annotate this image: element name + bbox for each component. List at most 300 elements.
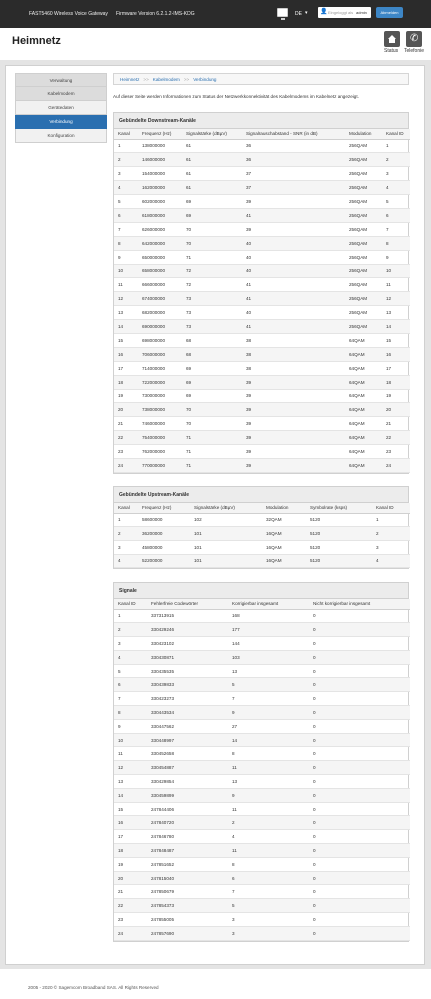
table-cell: 5 bbox=[114, 195, 138, 209]
table-cell: 32QAM bbox=[262, 513, 306, 527]
signals-header-row bbox=[114, 599, 410, 609]
phone-icon: ✆ bbox=[410, 33, 419, 44]
breadcrumb-separator: >> bbox=[183, 77, 190, 82]
table-cell: 21 bbox=[114, 417, 138, 431]
table-cell: 337313915 bbox=[147, 609, 228, 623]
table-cell: 13 bbox=[382, 306, 410, 320]
table-cell: 0 bbox=[309, 664, 410, 678]
table-cell: 64QAM bbox=[345, 375, 382, 389]
breadcrumb bbox=[113, 73, 409, 85]
table-cell: 2 bbox=[114, 623, 147, 637]
table-cell: 5 bbox=[228, 899, 309, 913]
table-cell: 5 bbox=[382, 195, 410, 209]
table-cell: 72 bbox=[182, 278, 242, 292]
table-cell: 0 bbox=[309, 609, 410, 623]
table-cell: 0 bbox=[309, 719, 410, 733]
table-cell: 103 bbox=[228, 650, 309, 664]
table-row bbox=[114, 871, 410, 885]
table-cell: 15 bbox=[114, 333, 138, 347]
table-row bbox=[114, 513, 410, 527]
table-cell: 0 bbox=[309, 678, 410, 692]
table-cell: 40 bbox=[242, 250, 345, 264]
telephony-nav-label[interactable]: Telefonie bbox=[404, 48, 425, 54]
table-cell: 1 bbox=[382, 139, 410, 153]
table-cell: 0 bbox=[309, 926, 410, 940]
table-cell: 330447562 bbox=[147, 719, 228, 733]
table-cell: 13 bbox=[228, 664, 309, 678]
logout-button[interactable]: Abmelden bbox=[376, 7, 403, 18]
table-cell: 101 bbox=[190, 554, 262, 568]
downstream-table bbox=[113, 112, 409, 474]
language-select[interactable]: DE bbox=[295, 11, 302, 17]
table-cell: 714000000 bbox=[138, 361, 182, 375]
table-cell: 330423102 bbox=[147, 637, 228, 651]
table-cell: 5120 bbox=[306, 513, 372, 527]
telephony-nav-button[interactable] bbox=[406, 31, 422, 47]
table-cell: 138000000 bbox=[138, 139, 182, 153]
table-cell: 0 bbox=[309, 788, 410, 802]
table-cell: 247840720 bbox=[147, 816, 228, 830]
downstream-header-row bbox=[114, 129, 410, 139]
table-cell: 36200000 bbox=[138, 527, 190, 541]
table-row bbox=[114, 375, 410, 389]
table-cell: 22 bbox=[114, 431, 138, 445]
table-row bbox=[114, 623, 410, 637]
table-cell: 4 bbox=[382, 181, 410, 195]
table-cell: 39 bbox=[242, 195, 345, 209]
table-cell: 2 bbox=[372, 527, 410, 541]
table-cell: 6 bbox=[114, 678, 147, 692]
table-cell: 10 bbox=[114, 264, 138, 278]
table-cell: 9 bbox=[228, 788, 309, 802]
table-cell: 16QAM bbox=[262, 540, 306, 554]
table-cell: 682000000 bbox=[138, 306, 182, 320]
table-cell: 247848487 bbox=[147, 844, 228, 858]
table-cell: 39 bbox=[242, 445, 345, 459]
table-cell: 24 bbox=[114, 458, 138, 472]
table-cell: 64QAM bbox=[345, 403, 382, 417]
table-cell: 11 bbox=[382, 278, 410, 292]
table-cell: 39 bbox=[242, 222, 345, 236]
table-cell: 102 bbox=[190, 513, 262, 527]
table-cell: 39 bbox=[242, 417, 345, 431]
table-row bbox=[114, 333, 410, 347]
table-cell: 330448997 bbox=[147, 733, 228, 747]
table-cell: 7 bbox=[228, 692, 309, 706]
table-cell: 722000000 bbox=[138, 375, 182, 389]
table-cell: 39 bbox=[242, 403, 345, 417]
table-cell: 330439833 bbox=[147, 678, 228, 692]
table-cell: 41 bbox=[242, 320, 345, 334]
table-cell: 71 bbox=[182, 250, 242, 264]
table-cell: 40 bbox=[242, 236, 345, 250]
table-cell: 738000000 bbox=[138, 403, 182, 417]
breadcrumb-separator: >> bbox=[143, 77, 149, 82]
table-row bbox=[114, 747, 410, 761]
table-cell: 64QAM bbox=[345, 361, 382, 375]
table-cell: 0 bbox=[309, 706, 410, 720]
table-cell: 16QAM bbox=[262, 527, 306, 541]
table-cell: 18 bbox=[114, 375, 138, 389]
sidebar bbox=[15, 73, 107, 143]
table-row bbox=[114, 844, 410, 858]
table-cell: 101 bbox=[190, 540, 262, 554]
table-cell: 144 bbox=[228, 637, 309, 651]
table-cell: 64QAM bbox=[345, 417, 382, 431]
table-row bbox=[114, 706, 410, 720]
table-cell: 45800000 bbox=[138, 540, 190, 554]
top-bar bbox=[0, 0, 431, 28]
table-row bbox=[114, 278, 410, 292]
table-row bbox=[114, 292, 410, 306]
table-cell: 0 bbox=[309, 775, 410, 789]
table-cell: 18 bbox=[382, 375, 410, 389]
table-cell: 27 bbox=[228, 719, 309, 733]
home-icon bbox=[387, 34, 397, 44]
table-cell: 71 bbox=[182, 458, 242, 472]
table-cell: 61 bbox=[182, 139, 242, 153]
table-row bbox=[114, 167, 410, 181]
username-field[interactable] bbox=[318, 7, 371, 18]
table-cell: 4 bbox=[114, 554, 138, 568]
table-cell: 71 bbox=[182, 445, 242, 459]
table-cell: 14 bbox=[228, 733, 309, 747]
table-cell: 64QAM bbox=[345, 333, 382, 347]
table-cell: 9 bbox=[228, 706, 309, 720]
table-cell: 38 bbox=[242, 333, 345, 347]
table-row bbox=[114, 926, 410, 940]
table-cell: 69 bbox=[182, 208, 242, 222]
table-cell: 5120 bbox=[306, 527, 372, 541]
column-header: Frequenz (Hz) bbox=[138, 503, 190, 513]
sidebar-item-geraetedaten[interactable]: Gerätedaten bbox=[15, 101, 107, 115]
status-nav-label[interactable]: Status bbox=[384, 48, 399, 54]
table-cell: 2 bbox=[228, 816, 309, 830]
table-row bbox=[114, 664, 410, 678]
table-cell: 618000000 bbox=[138, 208, 182, 222]
table-cell: 19 bbox=[114, 389, 138, 403]
table-row bbox=[114, 678, 410, 692]
table-cell: 38 bbox=[242, 347, 345, 361]
table-row bbox=[114, 899, 410, 913]
table-cell: 5120 bbox=[306, 554, 372, 568]
table-cell: 0 bbox=[309, 692, 410, 706]
page-header bbox=[0, 28, 431, 60]
table-row bbox=[114, 139, 410, 153]
table-row bbox=[114, 540, 410, 554]
table-cell: 7 bbox=[114, 692, 147, 706]
table-row bbox=[114, 885, 410, 899]
intro-text: Auf dieser Seite werden Informationen zum Status der Netzwerkkonnektivität des Kabelmodems im Kabelnetz angezeigt. bbox=[113, 94, 359, 99]
copyright-text: 2005 - 2020 © Sagemcom Broadband SAS. All Rights Reserved bbox=[28, 985, 159, 990]
table-cell: 330429854 bbox=[147, 775, 228, 789]
table-cell: 14 bbox=[114, 320, 138, 334]
table-cell: 13 bbox=[114, 775, 147, 789]
status-nav-button[interactable] bbox=[384, 31, 400, 47]
table-cell: 13 bbox=[228, 775, 309, 789]
table-cell: 0 bbox=[309, 816, 410, 830]
table-row bbox=[114, 222, 410, 236]
table-cell: 7 bbox=[382, 222, 410, 236]
table-cell: 12 bbox=[382, 292, 410, 306]
table-cell: 16 bbox=[114, 347, 138, 361]
table-cell: 11 bbox=[228, 761, 309, 775]
table-cell: 61 bbox=[182, 181, 242, 195]
table-cell: 64QAM bbox=[345, 458, 382, 472]
table-cell: 1 bbox=[114, 139, 138, 153]
breadcrumb-kabelmodem[interactable]: Kabelmodem bbox=[152, 77, 180, 82]
table-cell: 20 bbox=[382, 403, 410, 417]
table-cell: 2 bbox=[114, 527, 138, 541]
table-cell: 21 bbox=[382, 417, 410, 431]
table-cell: 10 bbox=[114, 733, 147, 747]
chevron-down-icon[interactable]: ▾ bbox=[305, 10, 308, 16]
table-cell: 330443534 bbox=[147, 706, 228, 720]
table-cell: 168 bbox=[228, 609, 309, 623]
column-header: Nicht korrigierbar insgesamt bbox=[309, 599, 410, 609]
table-cell: 0 bbox=[309, 761, 410, 775]
table-cell: 3 bbox=[228, 913, 309, 927]
table-cell: 1 bbox=[114, 513, 138, 527]
table-cell: 247844406 bbox=[147, 802, 228, 816]
table-cell: 41 bbox=[242, 208, 345, 222]
table-cell: 10 bbox=[382, 264, 410, 278]
table-cell: 256QAM bbox=[345, 208, 382, 222]
table-cell: 330423273 bbox=[147, 692, 228, 706]
table-cell: 52200000 bbox=[138, 554, 190, 568]
table-cell: 0 bbox=[309, 830, 410, 844]
table-cell: 146000000 bbox=[138, 153, 182, 167]
table-cell: 330429246 bbox=[147, 623, 228, 637]
table-row bbox=[114, 775, 410, 789]
table-cell: 698000000 bbox=[138, 333, 182, 347]
table-cell: 0 bbox=[309, 913, 410, 927]
table-cell: 177 bbox=[228, 623, 309, 637]
table-cell: 330435535 bbox=[147, 664, 228, 678]
table-cell: 247851652 bbox=[147, 857, 228, 871]
table-cell: 6 bbox=[114, 208, 138, 222]
table-cell: 11 bbox=[114, 747, 147, 761]
table-cell: 256QAM bbox=[345, 320, 382, 334]
table-row bbox=[114, 609, 410, 623]
column-header: Kanal bbox=[114, 129, 138, 139]
table-cell: 70 bbox=[182, 236, 242, 250]
table-cell: 37 bbox=[242, 181, 345, 195]
table-cell: 9 bbox=[382, 250, 410, 264]
table-cell: 14 bbox=[382, 320, 410, 334]
table-cell: 19 bbox=[382, 389, 410, 403]
table-cell: 15 bbox=[382, 333, 410, 347]
table-cell: 3 bbox=[114, 637, 147, 651]
table-cell: 11 bbox=[228, 802, 309, 816]
table-cell: 4 bbox=[372, 554, 410, 568]
table-cell: 9 bbox=[114, 250, 138, 264]
table-cell: 256QAM bbox=[345, 139, 382, 153]
table-cell: 22 bbox=[114, 899, 147, 913]
table-row bbox=[114, 208, 410, 222]
table-cell: 8 bbox=[114, 236, 138, 250]
sidebar-item-verbindung[interactable]: Verbindung bbox=[15, 115, 107, 129]
table-row bbox=[114, 554, 410, 568]
table-cell: 17 bbox=[114, 361, 138, 375]
table-row bbox=[114, 431, 410, 445]
table-cell: 330452658 bbox=[147, 747, 228, 761]
table-cell: 21 bbox=[114, 885, 147, 899]
table-cell: 247815040 bbox=[147, 871, 228, 885]
table-cell: 40 bbox=[242, 306, 345, 320]
table-cell: 8 bbox=[114, 706, 147, 720]
breadcrumb-heimnetz[interactable]: Heimnetz bbox=[120, 77, 140, 82]
table-row bbox=[114, 306, 410, 320]
table-cell: 16 bbox=[382, 347, 410, 361]
table-row bbox=[114, 361, 410, 375]
table-row bbox=[114, 264, 410, 278]
table-row bbox=[114, 733, 410, 747]
table-cell: 256QAM bbox=[345, 236, 382, 250]
table-cell: 73 bbox=[182, 306, 242, 320]
column-header: Kanal ID bbox=[372, 503, 410, 513]
column-header: Korrigierbar insgesamt bbox=[228, 599, 309, 609]
table-cell: 650000000 bbox=[138, 250, 182, 264]
table-cell: 2 bbox=[114, 153, 138, 167]
table-cell: 602000000 bbox=[138, 195, 182, 209]
table-cell: 1 bbox=[114, 609, 147, 623]
sidebar-item-verwaltung[interactable]: Verwaltung bbox=[15, 73, 107, 87]
table-cell: 256QAM bbox=[345, 306, 382, 320]
column-header: Kanal ID bbox=[114, 599, 147, 609]
table-cell: 4 bbox=[228, 830, 309, 844]
table-cell: 39 bbox=[242, 375, 345, 389]
sidebar-item-konfiguration[interactable]: Konfiguration bbox=[15, 129, 107, 143]
table-cell: 5 bbox=[114, 664, 147, 678]
table-cell: 70 bbox=[182, 403, 242, 417]
table-cell: 41 bbox=[242, 278, 345, 292]
table-row bbox=[114, 650, 410, 664]
table-cell: 39 bbox=[242, 389, 345, 403]
table-cell: 39 bbox=[242, 458, 345, 472]
table-cell: 4 bbox=[114, 181, 138, 195]
table-cell: 754000000 bbox=[138, 431, 182, 445]
signals-table bbox=[113, 582, 409, 942]
table-cell: 0 bbox=[309, 844, 410, 858]
table-cell: 7 bbox=[114, 222, 138, 236]
table-cell: 0 bbox=[309, 637, 410, 651]
table-row bbox=[114, 445, 410, 459]
table-row bbox=[114, 913, 410, 927]
table-cell: 23 bbox=[114, 445, 138, 459]
sidebar-item-kabelmodem[interactable]: Kabelmodem bbox=[15, 87, 107, 101]
table-cell: 73 bbox=[182, 320, 242, 334]
table-row bbox=[114, 458, 410, 472]
table-cell: 0 bbox=[309, 747, 410, 761]
table-cell: 39 bbox=[242, 431, 345, 445]
username-label: Eingeloggt als bbox=[328, 10, 354, 15]
table-cell: 730000000 bbox=[138, 389, 182, 403]
table-cell: 674000000 bbox=[138, 292, 182, 306]
table-cell: 9 bbox=[114, 719, 147, 733]
table-row bbox=[114, 816, 410, 830]
user-icon: 👤 bbox=[320, 9, 328, 15]
table-cell: 626000000 bbox=[138, 222, 182, 236]
table-cell: 6 bbox=[382, 208, 410, 222]
column-header: Signalrauschabstand - SNR (in dB) bbox=[242, 129, 345, 139]
table-cell: 23 bbox=[114, 913, 147, 927]
table-cell: 8 bbox=[228, 857, 309, 871]
signals-table-title: Signale bbox=[114, 583, 408, 599]
table-cell: 16 bbox=[114, 816, 147, 830]
table-cell: 11 bbox=[228, 844, 309, 858]
breadcrumb-verbindung[interactable]: Verbindung bbox=[193, 77, 217, 82]
table-cell: 101 bbox=[190, 527, 262, 541]
table-cell: 247857690 bbox=[147, 926, 228, 940]
upstream-table-title: Gebündelte Upstream-Kanäle bbox=[114, 487, 408, 503]
upstream-table bbox=[113, 486, 409, 569]
table-row bbox=[114, 320, 410, 334]
table-cell: 15 bbox=[114, 802, 147, 816]
table-cell: 5120 bbox=[306, 540, 372, 554]
table-row bbox=[114, 153, 410, 167]
table-cell: 3 bbox=[228, 926, 309, 940]
table-cell: 23 bbox=[382, 445, 410, 459]
table-cell: 247850679 bbox=[147, 885, 228, 899]
table-cell: 0 bbox=[309, 650, 410, 664]
column-header: Signalstärke (dBµV) bbox=[182, 129, 242, 139]
monitor-icon[interactable] bbox=[277, 8, 288, 17]
table-cell: 5 bbox=[228, 678, 309, 692]
table-row bbox=[114, 637, 410, 651]
table-cell: 0 bbox=[309, 871, 410, 885]
table-cell: 2 bbox=[382, 153, 410, 167]
page-title: Heimnetz bbox=[12, 35, 61, 47]
table-cell: 690000000 bbox=[138, 320, 182, 334]
table-cell: 24 bbox=[382, 458, 410, 472]
table-cell: 14 bbox=[114, 788, 147, 802]
table-cell: 20 bbox=[114, 403, 138, 417]
table-row bbox=[114, 527, 410, 541]
table-cell: 8 bbox=[228, 747, 309, 761]
table-cell: 18 bbox=[114, 844, 147, 858]
table-cell: 247855005 bbox=[147, 913, 228, 927]
table-cell: 256QAM bbox=[345, 181, 382, 195]
table-cell: 64QAM bbox=[345, 431, 382, 445]
device-name: FAST5460 Wireless Voice Gateway bbox=[29, 11, 108, 17]
firmware-version: Firmware Version 6.2.1.2-IMS-KDG bbox=[116, 11, 195, 17]
column-header: Frequenz (Hz) bbox=[138, 129, 182, 139]
table-cell: 330430871 bbox=[147, 650, 228, 664]
table-cell: 0 bbox=[309, 733, 410, 747]
table-cell: 162000000 bbox=[138, 181, 182, 195]
table-cell: 256QAM bbox=[345, 264, 382, 278]
table-cell: 68 bbox=[182, 347, 242, 361]
table-row bbox=[114, 857, 410, 871]
table-cell: 8 bbox=[382, 236, 410, 250]
table-cell: 4 bbox=[114, 650, 147, 664]
table-cell: 256QAM bbox=[345, 195, 382, 209]
table-cell: 73 bbox=[182, 292, 242, 306]
table-cell: 0 bbox=[309, 885, 410, 899]
table-cell: 0 bbox=[309, 802, 410, 816]
table-cell: 64QAM bbox=[345, 347, 382, 361]
table-cell: 22 bbox=[382, 431, 410, 445]
table-row bbox=[114, 830, 410, 844]
table-cell: 17 bbox=[382, 361, 410, 375]
table-cell: 19 bbox=[114, 857, 147, 871]
table-cell: 58600000 bbox=[138, 513, 190, 527]
table-cell: 13 bbox=[114, 306, 138, 320]
table-cell: 746000000 bbox=[138, 417, 182, 431]
table-cell: 1 bbox=[372, 513, 410, 527]
table-cell: 72 bbox=[182, 264, 242, 278]
